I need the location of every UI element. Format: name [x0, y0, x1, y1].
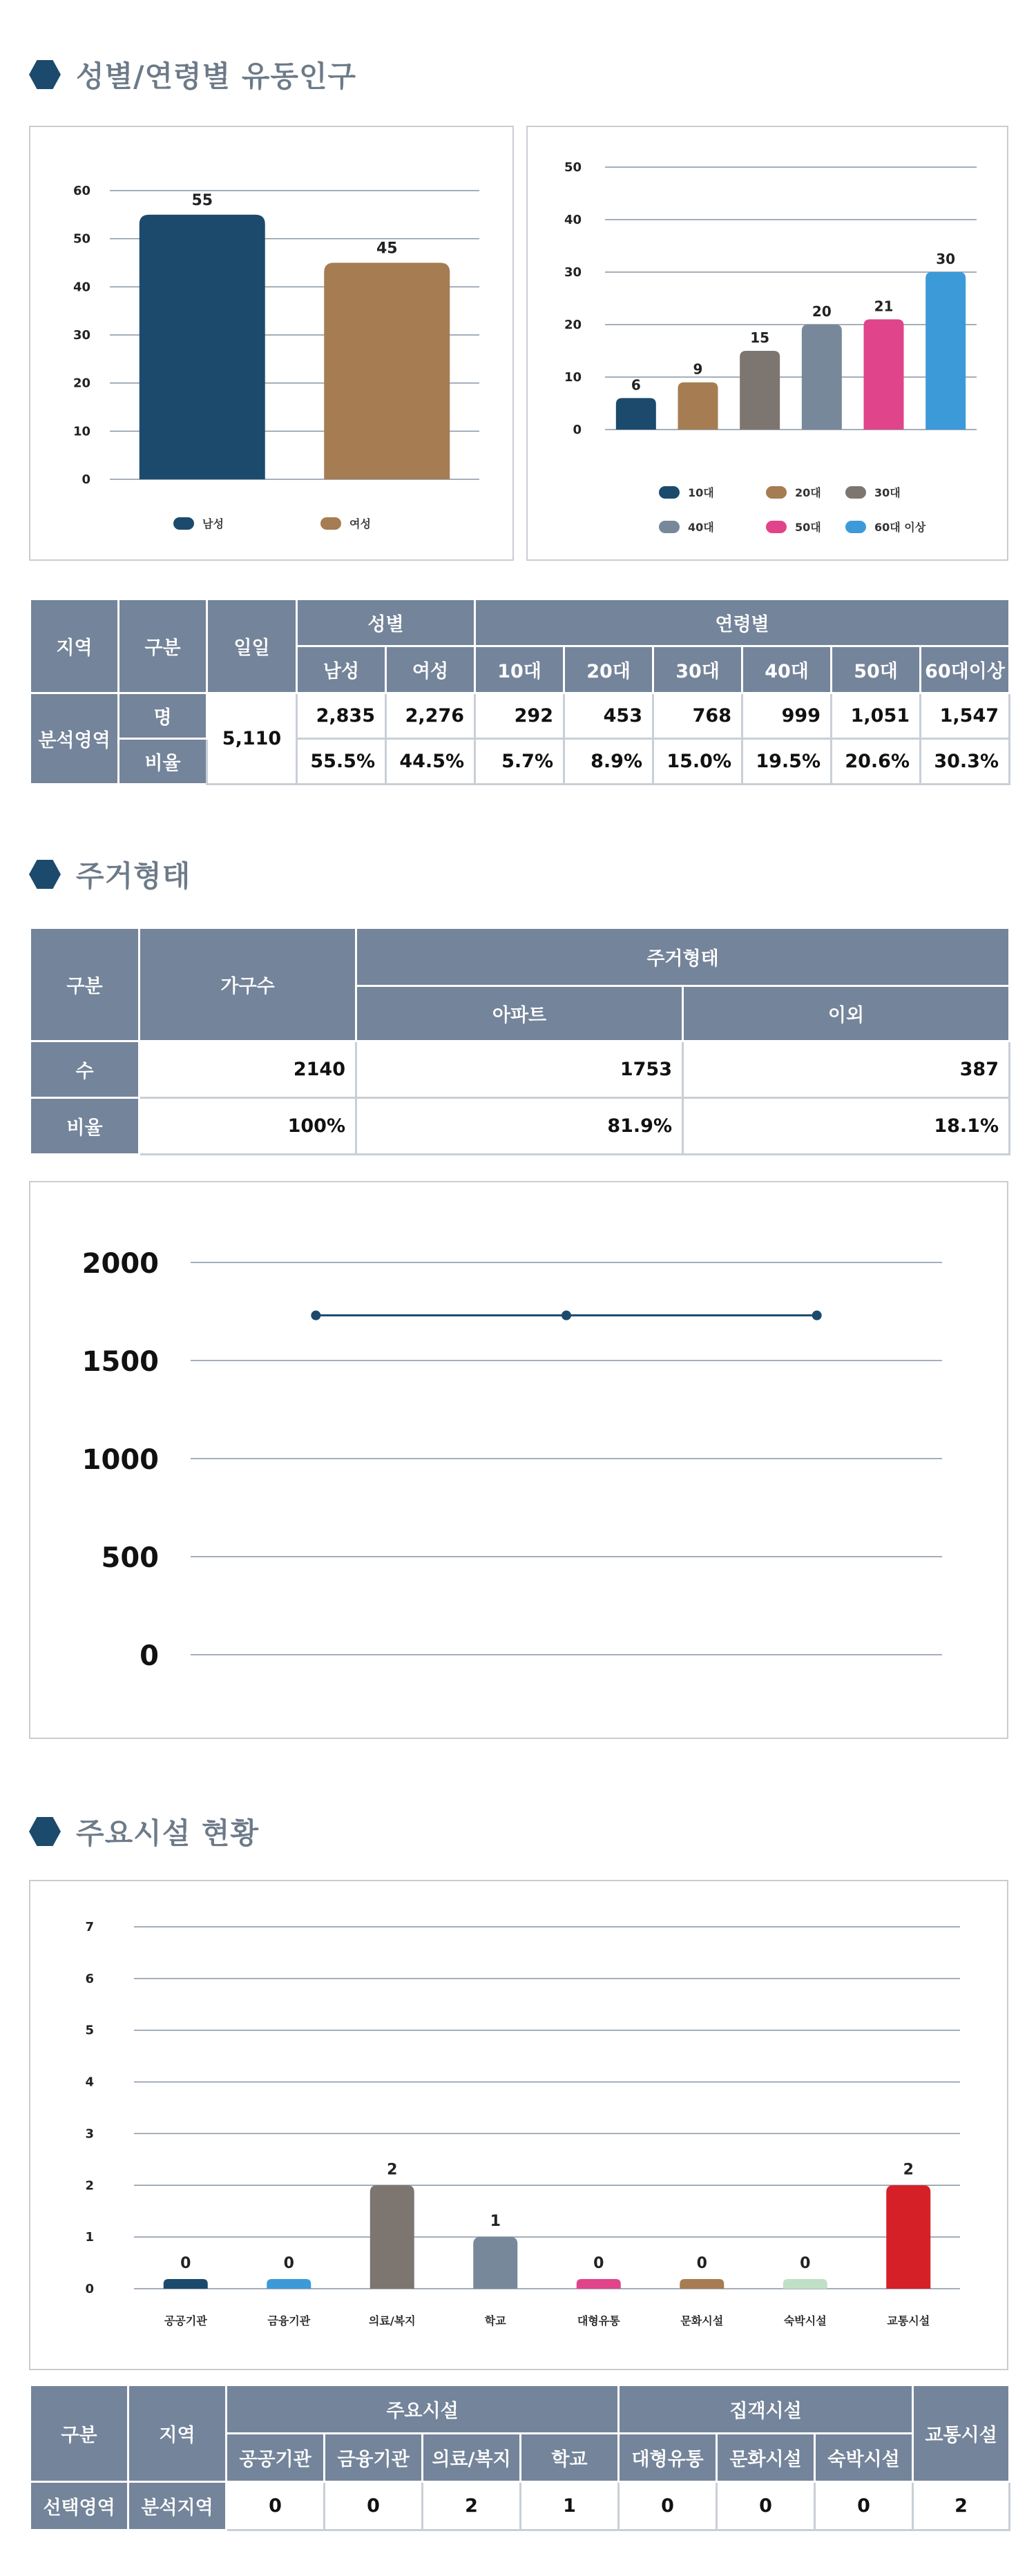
legend-label: 50대 [795, 521, 821, 534]
table-cell: 0 [227, 2482, 325, 2530]
x-tick-label: 숙박시설 [783, 2314, 827, 2327]
facility-header-gather: 집객시설 [619, 2385, 913, 2434]
daily-value: 5,110 [207, 693, 297, 785]
table-cell: 1,547 [921, 693, 1010, 739]
bar [616, 398, 656, 430]
bar [864, 319, 904, 430]
data-label: 1 [490, 2213, 501, 2231]
data-label: 2 [903, 2161, 914, 2179]
hexagon-icon [29, 1817, 61, 1846]
sub-header: 대형유통 [619, 2434, 717, 2482]
housing-households-count: 2140 [140, 1041, 356, 1098]
data-label: 6 [631, 376, 641, 394]
y-tick-label: 10 [73, 424, 90, 439]
table-cell: 30.3% [921, 739, 1010, 785]
housing-line-chart [30, 1182, 1007, 1738]
housing-row2-label: 비율 [30, 1098, 140, 1155]
data-point [562, 1311, 571, 1320]
table-cell: 0 [325, 2482, 423, 2530]
x-tick-label: 금융기관 [267, 2314, 311, 2327]
table-cell: 55.5% [297, 739, 386, 785]
sub-header: 60대이상 [921, 646, 1010, 693]
bar [370, 2185, 414, 2289]
y-tick-label: 40 [564, 213, 582, 227]
header-type: 구분 [119, 599, 207, 693]
y-tick-label: 1500 [81, 1346, 159, 1378]
table-cell: 2 [913, 2482, 1010, 2530]
bar [324, 263, 450, 480]
x-tick-label: 공공기관 [164, 2314, 207, 2327]
legend-label: 20대 [795, 486, 821, 499]
y-tick-label: 1 [85, 2230, 94, 2245]
table-cell: 0 [619, 2482, 717, 2530]
y-tick-label: 6 [85, 1971, 94, 1986]
row2-label: 비율 [119, 739, 207, 785]
data-label: 0 [283, 2255, 294, 2272]
x-tick-label: 대형유통 [577, 2314, 620, 2327]
table-cell: 292 [475, 693, 564, 739]
facility-row-region: 분석지역 [128, 2482, 227, 2530]
facility-row-label: 선택영역 [30, 2482, 128, 2530]
legend-swatch [766, 486, 787, 499]
y-tick-label: 20 [564, 318, 582, 332]
table-cell: 20.6% [832, 739, 921, 785]
table-cell: 0 [717, 2482, 815, 2530]
x-tick-label: 학교 [484, 2314, 506, 2327]
bar [577, 2279, 621, 2289]
bar [164, 2279, 208, 2289]
data-label: 55 [191, 191, 213, 209]
sub-header: 의료/복지 [423, 2434, 521, 2482]
sub-header: 40대 [742, 646, 832, 693]
x-tick-label: 의료/복지 [368, 2314, 416, 2327]
data-label: 20 [812, 303, 832, 320]
data-point [812, 1311, 822, 1320]
facility-header-transport: 교통시설 [913, 2385, 1010, 2482]
data-label: 15 [750, 329, 770, 346]
bar [678, 383, 718, 430]
data-label: 30 [936, 251, 956, 267]
legend-swatch [173, 517, 194, 530]
sub-header: 20대 [564, 646, 653, 693]
housing-other-count: 387 [683, 1041, 1010, 1098]
bar [473, 2237, 517, 2289]
facility-header-type: 구분 [30, 2385, 128, 2482]
header-age: 연령별 [475, 599, 1010, 646]
facility-table [29, 2384, 1010, 2531]
facility-header-main: 주요시설 [227, 2385, 619, 2434]
population-title: 성별/연령별 유동인구 [76, 59, 357, 93]
age-chart-panel [526, 126, 1008, 561]
hexagon-icon [29, 60, 61, 89]
bar [925, 272, 966, 430]
bar [140, 215, 265, 479]
y-tick-label: 7 [85, 1920, 94, 1934]
bar [802, 325, 842, 430]
y-tick-label: 2000 [81, 1248, 159, 1280]
row-region: 분석영역 [30, 693, 119, 785]
y-tick-label: 60 [73, 184, 90, 198]
table-cell: 19.5% [742, 739, 832, 785]
sub-header: 남성 [297, 646, 386, 693]
table-cell: 2,835 [297, 693, 386, 739]
hexagon-icon [29, 860, 61, 889]
housing-apt-count: 1753 [356, 1041, 683, 1098]
header-gender: 성별 [297, 599, 475, 646]
sub-header: 10대 [475, 646, 564, 693]
y-tick-label: 30 [73, 328, 90, 343]
legend-label: 30대 [874, 486, 901, 499]
population-table [29, 598, 1010, 785]
data-label: 9 [693, 361, 703, 378]
y-tick-label: 0 [81, 472, 90, 487]
housing-title: 주거형태 [76, 859, 191, 893]
table-cell: 15.0% [653, 739, 742, 785]
facility-chart-panel [29, 1880, 1008, 2370]
sub-header: 30대 [653, 646, 742, 693]
legend-swatch [320, 517, 341, 530]
y-tick-label: 2 [85, 2178, 94, 2193]
table-cell: 2 [423, 2482, 521, 2530]
y-tick-label: 3 [85, 2126, 94, 2142]
table-cell: 0 [815, 2482, 913, 2530]
legend-swatch [659, 486, 680, 499]
housing-header-housing: 주거형태 [356, 928, 1010, 986]
table-cell: 1 [521, 2482, 619, 2530]
y-tick-label: 50 [564, 160, 582, 175]
y-tick-label: 0 [85, 2282, 94, 2296]
housing-header-households: 가구수 [140, 928, 356, 1041]
data-label: 0 [800, 2255, 811, 2272]
table-cell: 8.9% [564, 739, 653, 785]
header-daily: 일일 [207, 599, 297, 693]
age-bar-chart [528, 127, 1007, 559]
sub-header: 50대 [832, 646, 921, 693]
legend-label: 남성 [202, 517, 224, 530]
housing-row1-label: 수 [30, 1041, 140, 1098]
housing-section-title [29, 855, 191, 894]
housing-chart-panel [29, 1181, 1008, 1739]
table-cell: 1,051 [832, 693, 921, 739]
legend-swatch [845, 486, 866, 499]
y-tick-label: 5 [85, 2023, 94, 2038]
row1-label: 명 [119, 693, 207, 739]
data-label: 0 [593, 2255, 604, 2272]
y-tick-label: 500 [101, 1542, 159, 1574]
housing-table [29, 927, 1010, 1155]
table-cell: 5.7% [475, 739, 564, 785]
table-cell: 2,276 [386, 693, 475, 739]
sub-header: 문화시설 [717, 2434, 815, 2482]
y-tick-label: 10 [564, 370, 582, 385]
legend-label: 여성 [349, 517, 371, 530]
sub-header: 숙박시설 [815, 2434, 913, 2482]
facility-bar-chart [30, 1881, 1007, 2369]
sub-header: 공공기관 [227, 2434, 325, 2482]
facility-header-region: 지역 [128, 2385, 227, 2482]
legend-label: 60대 이상 [874, 521, 926, 534]
housing-households-ratio: 100% [140, 1098, 356, 1155]
table-cell: 44.5% [386, 739, 475, 785]
y-tick-label: 30 [564, 265, 582, 280]
sub-header: 여성 [386, 646, 475, 693]
x-tick-label: 문화시설 [680, 2314, 724, 2327]
bar [680, 2279, 724, 2289]
table-cell: 999 [742, 693, 832, 739]
gender-bar-chart [30, 127, 512, 559]
table-cell: 768 [653, 693, 742, 739]
housing-other-ratio: 18.1% [683, 1098, 1010, 1155]
data-label: 0 [180, 2255, 191, 2272]
population-section-title [29, 55, 356, 94]
data-label: 2 [387, 2161, 398, 2179]
legend-swatch [659, 521, 680, 533]
legend-swatch [845, 521, 866, 533]
y-tick-label: 0 [140, 1640, 159, 1672]
data-label: 45 [376, 240, 398, 258]
x-tick-label: 교통시설 [887, 2314, 930, 2327]
sub-header: 금융기관 [325, 2434, 423, 2482]
housing-header-other: 이외 [683, 986, 1010, 1041]
data-label: 21 [874, 298, 894, 315]
y-tick-label: 50 [73, 231, 90, 247]
bar [886, 2185, 930, 2289]
header-region: 지역 [30, 599, 119, 693]
y-tick-label: 40 [73, 280, 90, 295]
data-label: 0 [696, 2255, 707, 2272]
facility-title: 주요시설 현황 [76, 1816, 260, 1850]
facility-section-title [29, 1812, 259, 1851]
bar [783, 2279, 827, 2289]
gender-chart-panel [29, 126, 514, 561]
bar [740, 351, 780, 430]
data-point [311, 1311, 320, 1320]
y-tick-label: 0 [573, 423, 582, 437]
housing-header-apt: 아파트 [356, 986, 683, 1041]
bar [267, 2279, 311, 2289]
y-tick-label: 1000 [81, 1444, 159, 1476]
legend-label: 40대 [688, 521, 714, 534]
housing-apt-ratio: 81.9% [356, 1098, 683, 1155]
sub-header: 학교 [521, 2434, 619, 2482]
y-tick-label: 4 [85, 2075, 94, 2090]
housing-header-type: 구분 [30, 928, 140, 1041]
legend-label: 10대 [688, 486, 714, 499]
y-tick-label: 20 [73, 376, 90, 391]
table-cell: 453 [564, 693, 653, 739]
legend-swatch [766, 521, 787, 533]
